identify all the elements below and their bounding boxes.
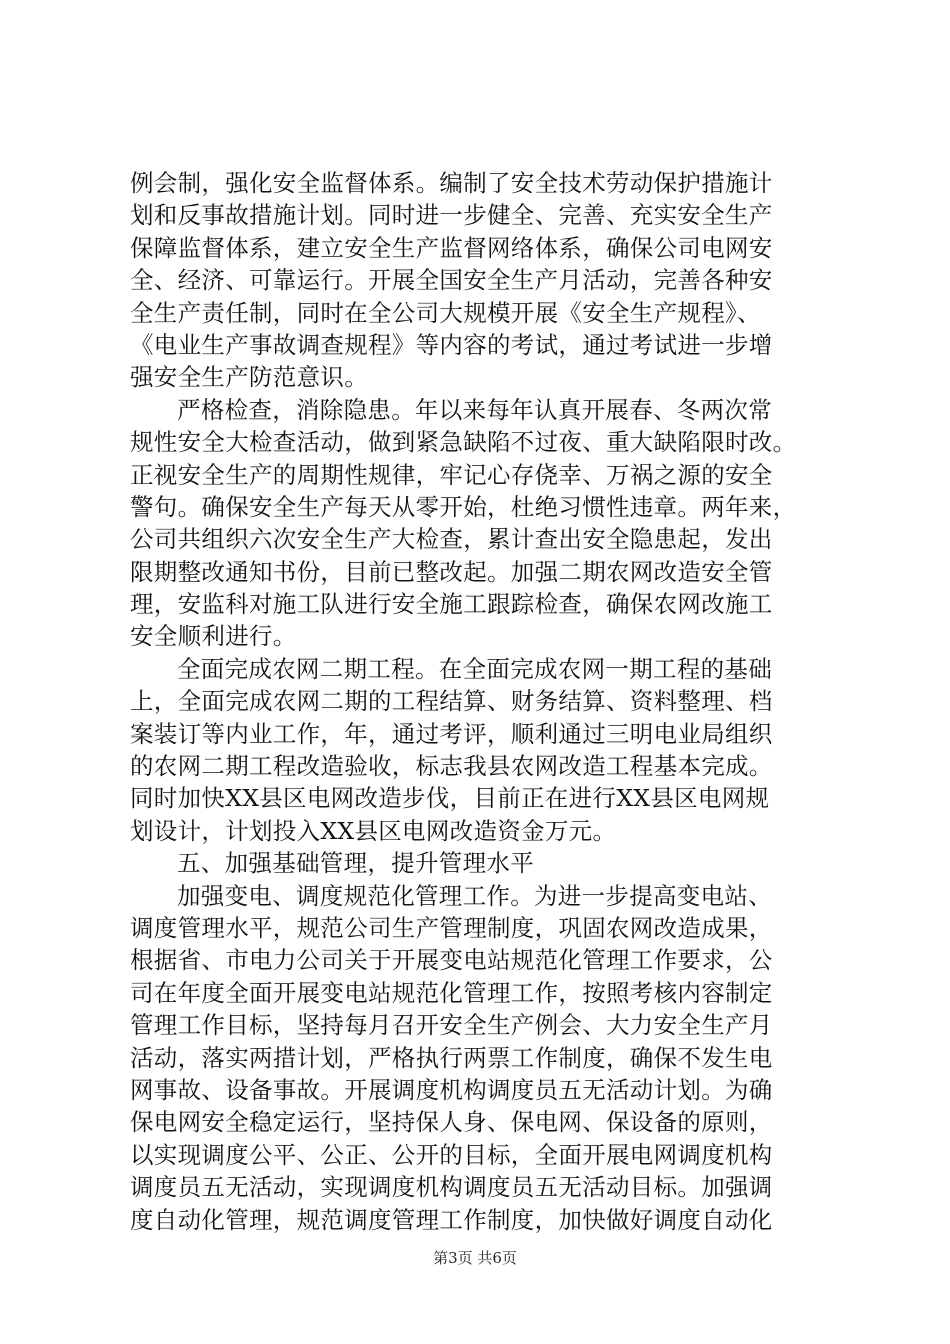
text-line: 活动，落实两措计划，严格执行两票工作制度，确保不发生电 <box>130 1043 773 1072</box>
text-line: 强安全生产防范意识。 <box>130 363 368 392</box>
text-line: 根据省、市电力公司关于开展变电站规范化管理工作要求，公 <box>130 946 773 975</box>
text-line: 限期整改通知书份，目前已整改起。加强二期农网改造安全管 <box>130 557 773 586</box>
text-line: 管理工作目标，坚持每月召开安全生产例会、大力安全生产月 <box>130 1011 773 1040</box>
text-line: 调度员五无活动，实现调度机构调度员五无活动目标。加强调 <box>130 1173 773 1202</box>
text-line: 公司共组织六次安全生产大检查，累计查出安全隐患起，发出 <box>130 525 773 554</box>
text-line: 全生产责任制，同时在全公司大规模开展《安全生产规程》、 <box>130 298 761 327</box>
text-line: 上，全面完成农网二期的工程结算、财务结算、资料整理、档 <box>130 687 773 716</box>
text-line: 保电网安全稳定运行，坚持保人身、保电网、保设备的原则， <box>130 1108 773 1137</box>
text-line: 例会制，强化安全监督体系。编制了安全技术劳动保护措施计 <box>130 169 773 197</box>
page-footer: 第3页 共6页 <box>433 1249 517 1267</box>
text-line: 规性安全大检查活动，做到紧急缺陷不过夜、重大缺陷限时改。 <box>130 428 797 457</box>
text-line: 度自动化管理，规范调度管理工作制度，加快做好调度自动化 <box>130 1205 773 1234</box>
text-line: 调度管理水平，规范公司生产管理制度，巩固农网改造成果， <box>130 913 773 942</box>
text-line: 全面完成农网二期工程。在全面完成农网一期工程的基础 <box>177 654 772 683</box>
text-line: 划和反事故措施计划。同时进一步健全、完善、充实安全生产 <box>130 201 773 230</box>
text-line: 严格检查，消除隐患。年以来每年认真开展春、冬两次常 <box>177 395 772 424</box>
text-line: 安全顺利进行。 <box>130 622 297 651</box>
text-line: 司在年度全面开展变电站规范化管理工作，按照考核内容制定 <box>130 978 773 1007</box>
text-line: 全、经济、可靠运行。开展全国安全生产月活动，完善各种安 <box>130 266 773 295</box>
text-line: 《电业生产事故调查规程》等内容的考试，通过考试进一步增 <box>130 330 773 359</box>
text-line: 正视安全生产的周期性规律，牢记心存侥幸、万祸之源的安全 <box>130 460 773 489</box>
text-line: 网事故、设备事故。开展调度机构调度员五无活动计划。为确 <box>130 1075 773 1104</box>
text-line: 加强变电、调度规范化管理工作。为进一步提高变电站、 <box>177 881 772 910</box>
text-line: 划设计，计划投入XX县区电网改造资金万元。 <box>130 816 617 845</box>
text-line: 保障监督体系，建立安全生产监督网络体系，确保公司电网安 <box>130 233 773 262</box>
body-text <box>130 167 830 1236</box>
text-line: 理，安监科对施工队进行安全施工跟踪检查，确保农网改施工 <box>130 590 773 619</box>
text-line: 警句。确保安全生产每天从零开始，杜绝习惯性违章。两年来， <box>130 492 797 521</box>
text-line: 以实现调度公平、公正、公开的目标，全面开展电网调度机构 <box>130 1140 773 1169</box>
text-line: 案装订等内业工作，年，通过考评，顺利通过三明电业局组织 <box>130 719 773 748</box>
text-line: 的农网二期工程改造验收，标志我县农网改造工程基本完成。 <box>130 752 773 781</box>
text-line: 同时加快XX县区电网改造步伐，目前正在进行XX县区电网规 <box>130 784 770 813</box>
text-line: 五、加强基础管理，提升管理水平 <box>177 849 534 878</box>
